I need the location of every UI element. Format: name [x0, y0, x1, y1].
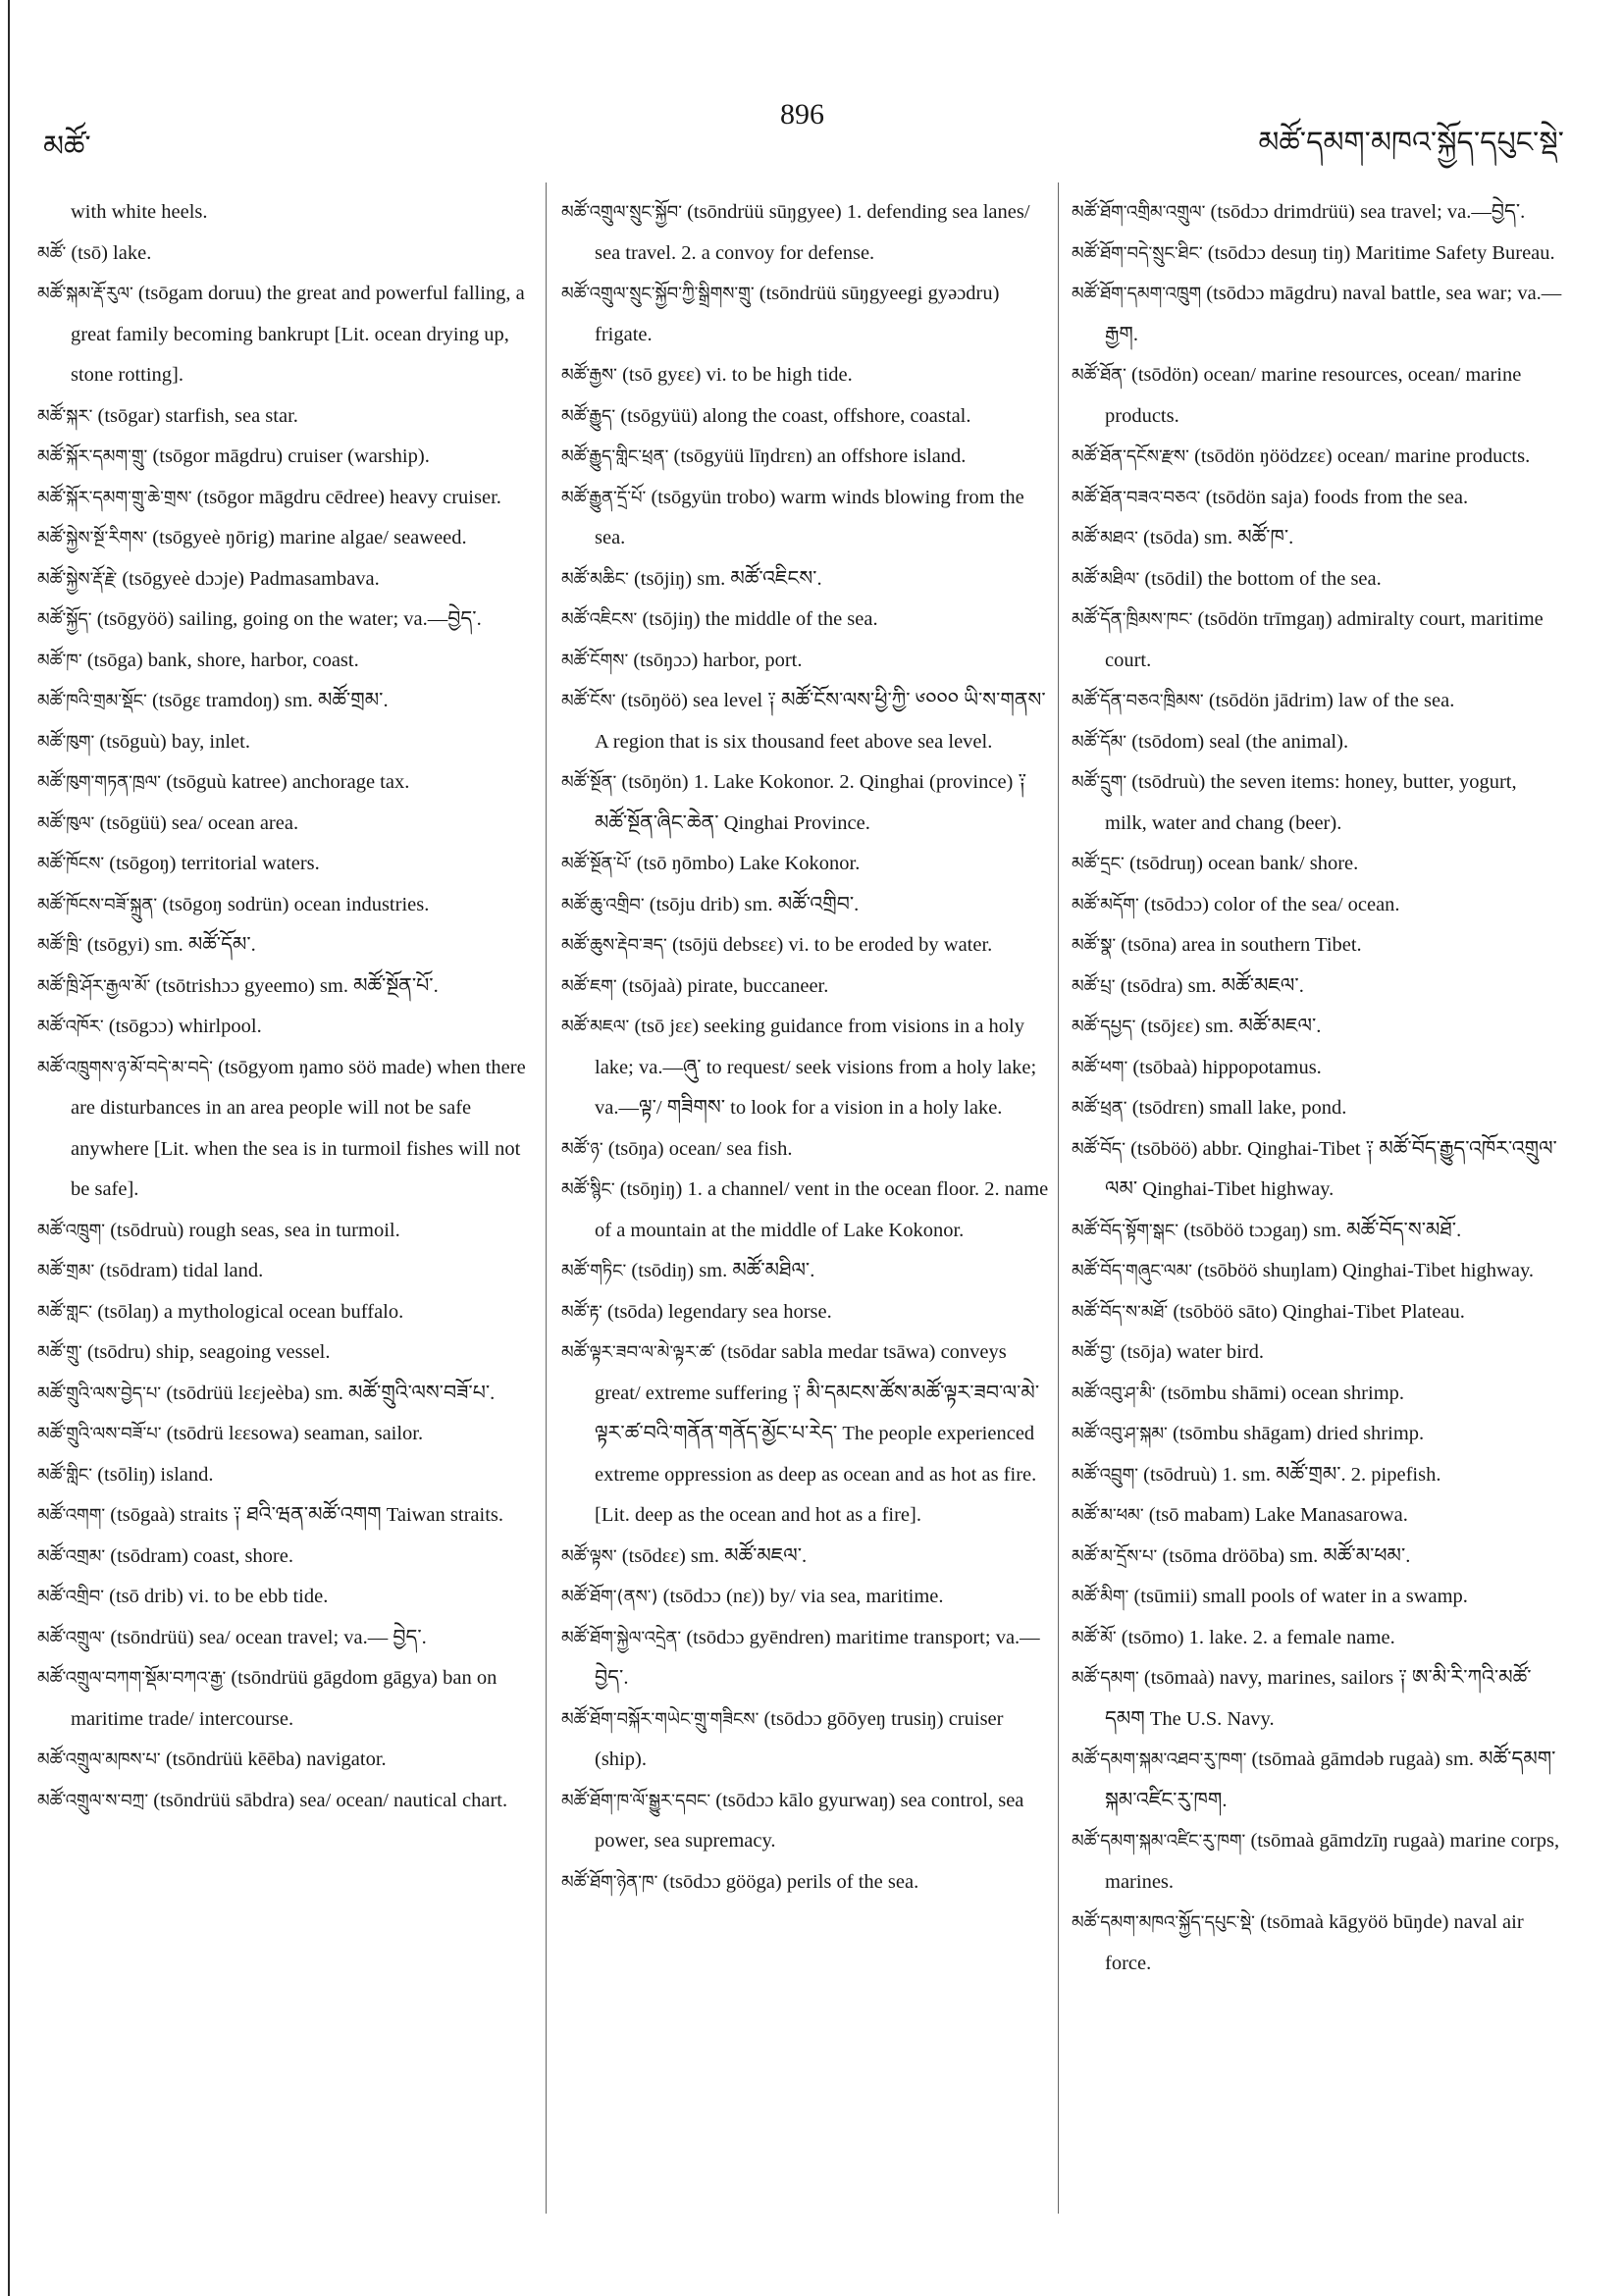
entry-headword: མཚོ་འགྲུལ་སྲུང་སྐྱོབ་ — [561, 202, 682, 223]
entry-definition: (tsūmii) small pools of water in a swamp. — [1128, 1586, 1468, 1607]
entry-definition: (tsōndrüü sūŋgyee) 1. defending sea lanes/ sea travel. 2. a convoy for defense. — [595, 201, 1030, 264]
entry-headword: མཚོ་ཁུལ་ — [37, 812, 95, 834]
entry-headword: མཚོ་བོད་ — [1072, 1138, 1126, 1160]
page-header — [0, 0, 1623, 177]
entry-headword: མཚོ་གྲུ་ — [37, 1342, 82, 1363]
entry-headword: མཚོ་ཁྲི་ཤོར་རྒྱལ་མོ་ — [37, 975, 151, 997]
entry-definition: (tsōdɔɔ gyēndren) maritime transport; va.—བྱེད་. — [595, 1626, 1040, 1689]
entry-definition: (tsōgyüü) along the coast, offshore, coastal. — [615, 404, 971, 427]
entry-headword: མཚོ་སྐྱེས་སྔོ་རིགས་ — [37, 528, 148, 548]
entry-definition: (tsōgoŋ sodrün) ocean industries. — [157, 893, 430, 915]
entry-headword: མཚོ་བོད་ས་མཐོ་ — [1072, 1301, 1169, 1323]
entry-headword: མཚོ་མོ་ — [1072, 1627, 1117, 1648]
entry-headword: མཚོ་ཕག་ — [1072, 1057, 1128, 1078]
entry-headword: མཚོ་འགྲིབ་ — [37, 1587, 105, 1607]
entry-definition: (tsōndrüü) sea/ ocean travel; va.— བྱེད་. — [105, 1626, 427, 1648]
entry-headword: མཚོ་སྐོར་དམག་གྲུ་ — [37, 446, 148, 467]
entry-headword: མཚོ་རྒྱུད་གླིང་ཕྲན་ — [561, 446, 669, 467]
entry-definition: (tsōmbu shāmi) ocean shrimp. — [1155, 1382, 1405, 1404]
entry-headword: མཚོ་དྲང་ — [1072, 854, 1125, 874]
entry-definition: (tsōgyeè dɔɔje) Padmasambava. — [117, 567, 380, 590]
dictionary-entry — [1072, 1537, 1562, 1578]
entry-definition: (tsōdruù) the seven items: honey, butter, yogurt, milk, water and chang (beer). — [1105, 771, 1517, 834]
entry-definition: (tsō drib) vi. to be ebb tide. — [104, 1586, 329, 1607]
entry-headword: མཚོ་སྐྱོད་ — [37, 609, 92, 630]
entry-definition: (tsōdram) coast, shore. — [105, 1544, 293, 1567]
entry-definition: (tsōdiŋ) sm. མཚོ་མཐིལ་. — [626, 1260, 815, 1281]
entry-headword: མཚོ་ལྟས་ — [561, 1545, 617, 1567]
entry-headword: མཚོ་ཉ་ — [561, 1138, 603, 1160]
dictionary-entry — [1072, 681, 1562, 722]
entry-headword: མཚོ་མཆིང་ — [561, 568, 629, 590]
entry-definition: (tsōdɔɔ) color of the sea/ ocean. — [1138, 893, 1400, 915]
entry-definition: (tsō gyɛɛ) vi. to be high tide. — [616, 364, 853, 386]
dictionary-entry — [37, 1251, 528, 1292]
entry-headword: མཚོ་ཁ་ — [37, 650, 82, 671]
entry-definition: (tsōŋöö) sea level ༑ མཚོ་ངོས་ལས་ཕྱི་ཀྱི་ ༦༠༠༠ ཡི་ས་གནས་ A region that is six thousand feet above sea level. — [595, 690, 1046, 753]
entry-headword: མཚོ་ཐོག་ཉེན་ཁ་ — [561, 1871, 658, 1893]
entry-definition: with white heels. — [71, 201, 208, 223]
entry-definition: (tsōjiŋ) sm. མཚོ་འཇིངས་. — [628, 567, 822, 590]
entry-definition: (tsōdrüü lɛɛjeèba) sm. མཚོ་གྲུའི་ལས་བཟོ་པ་. — [161, 1382, 496, 1404]
entry-headword: མཚོ་ལྟར་ཟབ་ལ་མེ་ལྟར་ཚ་ — [561, 1342, 716, 1363]
entry-headword: མཚོ་སྐྱེས་རྡོ་རྗེ་ — [37, 568, 118, 590]
entry-definition: (tsōgyün trobo) warm winds blowing from the sea. — [595, 486, 1024, 548]
dictionary-entry — [561, 396, 1052, 438]
dictionary-entry — [37, 1781, 528, 1822]
dictionary-entry — [1072, 1577, 1562, 1618]
entry-headword: མཚོ་འགག་ — [37, 1505, 106, 1526]
entry-headword: མཚོ་མ་ཕམ་ — [1072, 1505, 1144, 1526]
dictionary-entry — [1072, 437, 1562, 478]
dictionary-entry — [561, 681, 1052, 762]
dictionary-entry — [1072, 355, 1562, 437]
entry-headword: མཚོ་ཐོག་བདེ་སྲུང་ཐིང་ — [1072, 242, 1203, 264]
entry-headword: མཚོ་ཁའི་གྲམ་སྡོང་ — [37, 691, 147, 711]
entry-definition: (tsōdön trīmgaŋ) admiralty court, maritime court. — [1105, 608, 1544, 671]
entry-definition: (tsōböö tɔɔgaŋ) sm. མཚོ་བོད་ས་མཐོ་. — [1178, 1219, 1462, 1241]
entry-headword: མཚོ་བྱ་ — [1072, 1342, 1116, 1363]
entry-definition: (tsōjü debsɛɛ) vi. to be eroded by water. — [666, 934, 993, 956]
dictionary-entry — [37, 681, 528, 722]
entry-definition: (tsōma dröōba) sm. མཚོ་མ་ཕམ་. — [1157, 1544, 1411, 1567]
entry-definition: (tsōdɔɔ desuŋ tiŋ) Maritime Safety Bureau. — [1202, 241, 1555, 264]
entry-definition: (tsōdön ŋöödzɛɛ) ocean/ marine products. — [1188, 445, 1531, 467]
dictionary-entry — [561, 1577, 1052, 1618]
dictionary-entry — [561, 274, 1052, 355]
dictionary-entry — [1072, 1211, 1562, 1252]
entry-definition: (tsōgoŋ) territorial waters. — [104, 853, 320, 874]
entry-headword: མཚོ་ཐོག་འགྲིམ་འགྲུལ་ — [1072, 202, 1206, 223]
dictionary-entry — [561, 1251, 1052, 1292]
entry-headword: མཚོ་རྒྱས་ — [561, 365, 617, 386]
entry-headword: མཚོ་མདོག་ — [1072, 894, 1139, 915]
dictionary-entry — [37, 396, 528, 438]
entry-definition: (tsōguù katree) anchorage tax. — [161, 771, 410, 793]
dictionary-entry — [561, 355, 1052, 396]
entry-headword: མཚོ་ཁོངས་བཟོ་སྐྲུན་ — [37, 894, 158, 915]
entry-headword: མཚོ་ཐོག་དམག་འཁྲུག — [1072, 284, 1202, 304]
dictionary-entry — [561, 885, 1052, 926]
dictionary-entry — [1072, 1903, 1562, 1984]
entry-headword: མཚོ་གྲམ་ — [37, 1261, 95, 1281]
dictionary-entry — [561, 1129, 1052, 1171]
entry-headword: མཚོ་འཇིངས་ — [561, 609, 638, 630]
entry-headword: མཚོ་སྔོན་ — [561, 772, 617, 793]
entry-definition: (tsōbaà) hippopotamus. — [1127, 1056, 1322, 1078]
dictionary-entry — [561, 559, 1052, 600]
entry-definition: (tsōŋiŋ) 1. a channel/ vent in the ocean floor. 2. name of a mountain at the middle of Lake Kokonor. — [595, 1178, 1049, 1241]
dictionary-entry — [1072, 274, 1562, 355]
dictionary-entry — [37, 1292, 528, 1333]
dictionary-entry — [37, 1332, 528, 1374]
entry-headword: མཚོ་ — [37, 242, 67, 264]
entry-definition: (tsōdil) the bottom of the sea. — [1139, 567, 1382, 590]
dictionary-entry — [37, 559, 528, 600]
entry-definition: (tsōmbu shāgam) dried shrimp. — [1167, 1423, 1425, 1444]
entry-definition: (tsōjɛɛ) sm. མཚོ་མཇལ་. — [1135, 1016, 1322, 1037]
entry-headword: མཚོ་དཔྱད་ — [1072, 1017, 1136, 1037]
entry-definition: (tsōgaà) straits ༑ ཐའི་ཝན་མཚོ་འགག Taiwan straits. — [105, 1504, 503, 1526]
entry-definition: (tsōdar sabla medar tsāwa) conveys great/ extreme suffering ༑ མི་དམངས་ཚོས་མཚོ་ལྟར་ཟབ་ལ་མེ་ལྟར་ཚ་བའི་གནོན་གནོད་མྱོང་པ་རེད་ The people experienced extreme oppression as deep as ocean and as hot as fire. [Lit. deep as the ocean and hot as a fire]. — [595, 1341, 1040, 1526]
entry-definition: (tsōmaà gāmdəb rugaà) sm. མཚོ་དམག་སྐམ་འཛིང་རུ་ཁག. — [1105, 1748, 1556, 1811]
entry-definition: (tsō) lake. — [66, 241, 152, 264]
entry-headword: མཚོ་འགྲུལ་མཁས་པ་ — [37, 1749, 161, 1770]
entry-definition: (tsōgyom ŋamo söö made) when there are disturbances in an area people will not be safe anywhere [Lit. when the sea is in turmoil fishes will not be safe]. — [71, 1056, 526, 1200]
entry-definition: (tsō ŋōmbo) Lake Kokonor. — [631, 853, 861, 874]
entry-headword: མཚོ་ཁྲི་ — [37, 935, 82, 956]
entry-headword: མཚོ་གྲུའི་ལས་བྱེད་པ་ — [37, 1383, 162, 1404]
entry-headword: མཚོ་གླིང་ — [37, 1464, 93, 1486]
dictionary-entry — [37, 1577, 528, 1618]
entry-headword: མཚོ་གྲུའི་ལས་བཟོ་པ་ — [37, 1424, 162, 1444]
entry-definition: (tsōgar) starfish, sea star. — [92, 404, 298, 427]
entry-headword: མཚོ་སྐོར་དམག་གྲུ་ཆེ་གྲས་ — [37, 487, 192, 508]
dictionary-entry — [37, 1618, 528, 1659]
entry-headword: མཚོ་གཏིང་ — [561, 1261, 627, 1281]
dictionary-entry — [37, 1455, 528, 1496]
entry-definition: (tsōdɔɔ drimdrüü) sea travel; va.—བྱེད་. — [1205, 201, 1526, 223]
entry-definition: (tsōdruù) 1. sm. མཚོ་གྲམ་. 2. pipefish. — [1138, 1463, 1441, 1486]
dictionary-entry — [1072, 1374, 1562, 1415]
dictionary-entry — [561, 1292, 1052, 1333]
entry-definition: (tsōga) bank, shore, harbor, coast. — [81, 649, 359, 671]
dictionary-entry — [1072, 478, 1562, 519]
entry-headword: མཚོ་དམག་ — [1072, 1668, 1139, 1689]
dictionary-entry — [37, 234, 528, 275]
dictionary-entry — [1072, 1414, 1562, 1455]
entry-headword: མཚོ་རྒྱུད་ — [561, 405, 616, 427]
entry-headword: མཚོ་ཐོག་(ནས་) — [561, 1587, 658, 1607]
dictionary-entry — [561, 600, 1052, 641]
entry-definition: (tsōdɔɔ gōōyeŋ trusiŋ) cruiser (ship). — [595, 1707, 1004, 1770]
entry-definition: (tsōgyi) sm. མཚོ་དོམ་. — [81, 934, 256, 956]
entry-headword: མཚོ་སྔོན་པོ་ — [561, 854, 632, 874]
column-divider — [546, 183, 547, 2214]
dictionary-entry — [561, 1618, 1052, 1699]
entry-definition: (tsōjiŋ) the middle of the sea. — [637, 608, 878, 630]
dictionary-entry — [37, 1658, 528, 1740]
dictionary-entry — [1072, 559, 1562, 600]
dictionary-entry — [561, 966, 1052, 1008]
entry-definition: (tsōju drib) sm. མཚོ་འགྲིབ་. — [644, 893, 860, 915]
dictionary-entry — [1072, 1048, 1562, 1089]
entry-headword: མཚོ་བོད་སྟོག་སྒང་ — [1072, 1220, 1178, 1241]
guide-word-right: མཚོ་དམག་མཁའ་སྐྱོད་དཔུང་སྡེ་ — [1258, 126, 1564, 160]
entry-definition: (tsōndrüü sūŋgyeegi gyəɔdru) frigate. — [595, 283, 1000, 345]
entry-definition: (tsōdön saja) foods from the sea. — [1200, 486, 1469, 508]
entry-headword: མཚོ་འབུ་ཤ་མི་ — [1072, 1383, 1156, 1404]
dictionary-entry — [37, 192, 528, 234]
entry-headword: མཚོ་འཁོར་ — [37, 1017, 104, 1037]
dictionary-entry — [37, 478, 528, 519]
dictionary-entry — [37, 518, 528, 559]
entry-headword: མཚོ་ཐོན་བཟའ་བཅའ་ — [1072, 487, 1201, 508]
dictionary-entry — [1072, 722, 1562, 763]
entry-definition: (tsōguù) bay, inlet. — [94, 730, 250, 753]
entry-headword: མཚོ་མཐིལ་ — [1072, 568, 1140, 590]
entry-headword: མཚོ་སྙིང་ — [561, 1179, 615, 1200]
dictionary-entry — [1072, 1332, 1562, 1374]
entry-definition: (tsōdön jādrim) law of the sea. — [1203, 690, 1455, 711]
dictionary-entry — [37, 925, 528, 966]
entry-definition: (tsōna) area in southern Tibet. — [1116, 934, 1362, 956]
entry-definition: (tsōŋa) ocean/ sea fish. — [602, 1137, 793, 1160]
dictionary-entry — [561, 437, 1052, 478]
entry-definition: (tsōndrüü gāgdom gāgya) ban on maritime trade/ intercourse. — [71, 1667, 497, 1730]
entry-headword: མཚོ་སྣ་ — [1072, 935, 1117, 956]
entry-headword: མཚོ་འབུ་ཤ་སྐམ་ — [1072, 1424, 1168, 1444]
entry-definition: (tsōdru) ship, seagoing vessel. — [81, 1341, 331, 1363]
entry-headword: མཚོ་དོམ་ — [1072, 731, 1127, 753]
dictionary-entry — [37, 1007, 528, 1048]
entry-headword: མཚོ་དམག་སྐམ་འཐབ་རུ་ཁག་ — [1072, 1749, 1247, 1770]
entry-headword: མཚོ་དོན་ཁྲིམས་ཁང་ — [1072, 609, 1193, 630]
dictionary-entry — [1072, 518, 1562, 559]
dictionary-entry — [37, 437, 528, 478]
dictionary-entry — [37, 1211, 528, 1252]
dictionary-entry — [37, 1048, 528, 1211]
entry-headword: མཚོ་འཁྲུགས་ཉ་མོ་བདེ་མ་བདེ་ — [37, 1057, 213, 1078]
entry-headword: མཚོ་འགྲུལ་ས་བཀྲ་ — [37, 1790, 149, 1811]
entry-headword: མཚོ་རྒྱུན་དྲོ་པོ་ — [561, 487, 647, 508]
entry-headword: མཚོ་ཐོག་སྐྱེལ་འདྲེན་ — [561, 1627, 682, 1648]
entry-headword: མཚོ་འགྲུལ་སྲུང་སྐྱོབ་ཀྱི་སྒྲིགས་གྲུ་ — [561, 284, 755, 304]
entry-definition: (tsōböö sāto) Qinghai-Tibet Plateau. — [1168, 1300, 1465, 1323]
entry-headword: མཚོ་ངོས་ — [561, 691, 616, 711]
entry-headword: མཚོ་སྐམ་རྡོ་རུལ་ — [37, 284, 133, 304]
entry-definition: (tsōdram) tidal land. — [94, 1260, 264, 1281]
entry-headword: མཚོ་ཕྲན་ — [1072, 1098, 1127, 1119]
entry-headword: མཚོ་ཐོག་ཁ་ལོ་སྒྱུར་དབང་ — [561, 1790, 711, 1811]
dictionary-entry — [1072, 600, 1562, 681]
entry-definition: (tsōdɔɔ (nɛ)) by/ via sea, maritime. — [657, 1586, 944, 1607]
entry-definition: (tsō mabam) Lake Manasarowa. — [1143, 1504, 1408, 1526]
entry-definition: (tsōŋɔɔ) harbor, port. — [628, 649, 803, 671]
dictionary-entry — [561, 762, 1052, 844]
entry-headword: མཚོ་ཇག་ — [561, 975, 617, 997]
entry-definition: (tsōdɛɛ) sm. མཚོ་མཇལ་. — [616, 1544, 808, 1567]
entry-definition: (tsōndrüü kēēba) navigator. — [160, 1748, 387, 1770]
dictionary-entry — [37, 722, 528, 763]
entry-definition: (tsōgam doruu) the great and powerful falling, a great family becoming bankrupt [Lit. ocean drying up, stone rotting]. — [71, 283, 525, 386]
page-number: 896 — [780, 98, 824, 130]
dictionary-entry — [561, 1332, 1052, 1537]
column-right — [1072, 192, 1562, 2233]
entry-headword: མཚོ་ཐོན་དངོས་རྫས་ — [1072, 446, 1189, 467]
dictionary-entry — [1072, 966, 1562, 1008]
entry-headword: མཚོ་དོན་བཅའ་ཁྲིམས་ — [1072, 691, 1204, 711]
dictionary-entry — [1072, 925, 1562, 966]
dictionary-entry — [1072, 1251, 1562, 1292]
entry-definition: (tsōdɔɔ kālo gyurwaŋ) sea control, sea power, sea supremacy. — [595, 1789, 1024, 1852]
dictionary-entry — [561, 478, 1052, 559]
dictionary-entry — [561, 1781, 1052, 1862]
entry-definition: (tsōdruŋ) ocean bank/ shore. — [1124, 853, 1359, 874]
entry-definition: (tsōdɔɔ māgdru) naval battle, sea war; va.—རྒྱག. — [1105, 283, 1562, 345]
dictionary-entry — [1072, 1455, 1562, 1496]
dictionary-entry — [561, 844, 1052, 885]
entry-definition: (tsōja) water bird. — [1115, 1341, 1264, 1363]
dictionary-entry — [1072, 1129, 1562, 1211]
dictionary-entry — [37, 1414, 528, 1455]
entry-definition: (tsōjaà) pirate, buccaneer. — [616, 974, 829, 997]
dictionary-entry — [37, 274, 528, 396]
entry-headword: མཚོ་སྐར་ — [37, 405, 93, 427]
dictionary-entry — [1072, 885, 1562, 926]
entry-definition: (tsōböö) abbr. Qinghai-Tibet ༑ མཚོ་བོད་རྒྱུད་འཁོར་འགྲུལ་ལམ་ Qinghai-Tibet highway. — [1105, 1137, 1557, 1200]
dictionary-entry — [561, 1699, 1052, 1781]
dictionary-entry — [561, 1007, 1052, 1129]
guide-word-left: མཚོ་ — [43, 130, 91, 164]
entry-headword: མཚོ་ངོགས་ — [561, 650, 629, 671]
entry-definition: (tsōgɛ tramdoŋ) sm. མཚོ་གྲམ་. — [146, 690, 389, 711]
entry-definition: (tsōlaŋ) a mythological ocean buffalo. — [92, 1300, 404, 1323]
entry-headword: མཚོ་འབྲུག་ — [1072, 1464, 1139, 1486]
entry-definition: (tsōndrüü sābdra) sea/ ocean/ nautical chart. — [148, 1789, 508, 1811]
column-left — [37, 192, 528, 2233]
entry-definition: (tsōmaà gāmdzīŋ rugaà) marine corps, marines. — [1105, 1830, 1560, 1893]
dictionary-entry — [561, 641, 1052, 682]
dictionary-entry — [561, 1170, 1052, 1251]
entry-definition: (tsōliŋ) island. — [92, 1463, 214, 1486]
entry-headword: མཚོ་འགྲུལ་བཀག་སྡོམ་བཀའ་རྒྱ་ — [37, 1668, 227, 1689]
entry-definition: (tsōtrishɔɔ gyeemo) sm. མཚོ་སྔོན་པོ་. — [150, 974, 439, 997]
dictionary-entry — [1072, 1658, 1562, 1740]
entry-definition: (tsōda) legendary sea horse. — [602, 1300, 832, 1323]
entry-definition: (tsōdra) sm. མཚོ་མཇལ་. — [1115, 974, 1304, 997]
entry-headword: མཚོ་དྲུག་ — [1072, 772, 1127, 793]
entry-headword: མཚོ་དམག་སྐམ་འཛིང་རུ་ཁག་ — [1072, 1831, 1246, 1852]
entry-definition: (tsōgor māgdru cēdree) heavy cruiser. — [191, 486, 501, 508]
entry-headword: མཚོ་གླང་ — [37, 1301, 93, 1323]
entry-definition: (tsōgyüü līŋdrɛn) an offshore island. — [668, 445, 967, 467]
entry-definition: (tsōmaà kāgyöö būŋde) naval air force. — [1105, 1911, 1524, 1974]
entry-headword: མཚོ་འཁྲུག་ — [37, 1220, 106, 1241]
entry-definition: (tsōböö shuŋlam) Qinghai-Tibet highway. — [1192, 1260, 1534, 1281]
dictionary-entry — [37, 1740, 528, 1781]
entry-definition: (tsōŋön) 1. Lake Kokonor. 2. Qinghai (province) ༑ མཚོ་སྔོན་ཞིང་ཆེན་ Qinghai Province. — [595, 771, 1027, 834]
entry-definition: (tsōdom) seal (the animal). — [1126, 730, 1349, 753]
entry-definition: (tsōdruù) rough seas, sea in turmoil. — [105, 1219, 400, 1241]
entry-headword: མཚོ་འགྲུལ་ — [37, 1627, 106, 1648]
dictionary-entry — [1072, 1088, 1562, 1129]
dictionary-entry — [1072, 1618, 1562, 1659]
column-divider — [1058, 183, 1059, 2214]
dictionary-entry — [37, 1374, 528, 1415]
dictionary-entry — [561, 192, 1052, 274]
entry-headword: མཚོ་མཇལ་ — [561, 1017, 630, 1037]
entry-definition: (tsōgɔɔ) whirlpool. — [103, 1016, 262, 1037]
dictionary-entry — [1072, 1740, 1562, 1821]
dictionary-entry — [37, 1537, 528, 1578]
page-edge-line — [8, 0, 10, 2296]
entry-definition: (tsōdɔɔ gööga) perils of the sea. — [657, 1870, 919, 1893]
dictionary-entry — [37, 1495, 528, 1537]
entry-headword: མཚོ་མཐའ་ — [1072, 528, 1138, 548]
entry-headword: མཚོ་ཁུག་ — [37, 731, 95, 753]
dictionary-entry — [561, 1862, 1052, 1904]
entry-headword: མཚོ་ཆུ་འགྲིབ་ — [561, 894, 645, 915]
dictionary-entry — [1072, 234, 1562, 275]
entry-headword: མཚོ་བོད་གཞུང་ལམ་ — [1072, 1261, 1192, 1281]
dictionary-entry — [1072, 844, 1562, 885]
dictionary-entry — [561, 925, 1052, 966]
entry-definition: (tsōmaà) navy, marines, sailors ༑ ཨ་མི་རི་ཀའི་མཚོ་དམག The U.S. Navy. — [1105, 1667, 1532, 1730]
entry-definition: (tsōgor māgdru) cruiser (warship). — [147, 445, 430, 467]
dictionary-entry — [37, 804, 528, 845]
dictionary-entry — [1072, 762, 1562, 844]
entry-headword: མཚོ་མ་དྲོས་པ་ — [1072, 1545, 1158, 1567]
dictionary-entry — [37, 600, 528, 641]
entry-headword: མཚོ་ཁུག་གཏན་ཁྲལ་ — [37, 772, 162, 793]
dictionary-entry — [561, 1537, 1052, 1578]
entry-headword: མཚོ་འགྲམ་ — [37, 1545, 106, 1567]
entry-definition: (tsōdrü lɛɛsowa) seaman, sailor. — [161, 1423, 424, 1444]
entry-definition: (tsōdön) ocean/ marine resources, ocean/ marine products. — [1105, 364, 1522, 427]
dictionary-entry — [37, 762, 528, 804]
dictionary-entry — [37, 844, 528, 885]
entry-definition: (tsōda) sm. མཚོ་ཁ་. — [1137, 527, 1294, 548]
entry-definition: (tsōdrɛn) small lake, pond. — [1126, 1097, 1347, 1119]
dictionary-entry — [1072, 1292, 1562, 1333]
dictionary-entry — [37, 641, 528, 682]
entry-headword: མཚོ་ཆུས་རྡེབ་ཟད་ — [561, 935, 667, 956]
entry-headword: མཚོ་མིག་ — [1072, 1587, 1129, 1607]
dictionary-entry — [1072, 192, 1562, 234]
entry-definition: (tsōgyeè ŋōrig) marine algae/ seaweed. — [147, 527, 467, 548]
dictionary-entry — [1072, 1821, 1562, 1903]
entry-definition: (tsōgüü) sea/ ocean area. — [94, 811, 299, 834]
entry-headword: མཚོ་ཁོངས་ — [37, 854, 105, 874]
entry-headword: མཚོ་རྟ་ — [561, 1301, 602, 1323]
dictionary-entry — [37, 966, 528, 1008]
entry-headword: མཚོ་དམག་མཁའ་སྐྱོད་དཔུང་སྡེ་ — [1072, 1912, 1255, 1933]
column-middle — [561, 192, 1052, 2233]
entry-headword: མཚོ་པྲ་ — [1072, 975, 1116, 997]
dictionary-entry — [1072, 1007, 1562, 1048]
entry-definition: (tsō jɛɛ) seeking guidance from visions in a holy lake; va.—ཞུ་ to request/ seek visions from a holy lake; va.—ལྟ་/ གཟིགས་ to look for a vision in a holy lake. — [595, 1016, 1037, 1119]
entry-headword: མཚོ་ཐོག་བསྐོར་གཡེང་གྲུ་གཟིངས་ — [561, 1708, 759, 1730]
dictionary-entry — [1072, 1495, 1562, 1537]
dictionary-entry — [37, 885, 528, 926]
entry-definition: (tsōgyöö) sailing, going on the water; va.—བྱེད་. — [91, 608, 482, 630]
entry-definition: (tsōmo) 1. lake. 2. a female name. — [1116, 1626, 1395, 1648]
entry-headword: མཚོ་ཐོན་ — [1072, 365, 1126, 386]
